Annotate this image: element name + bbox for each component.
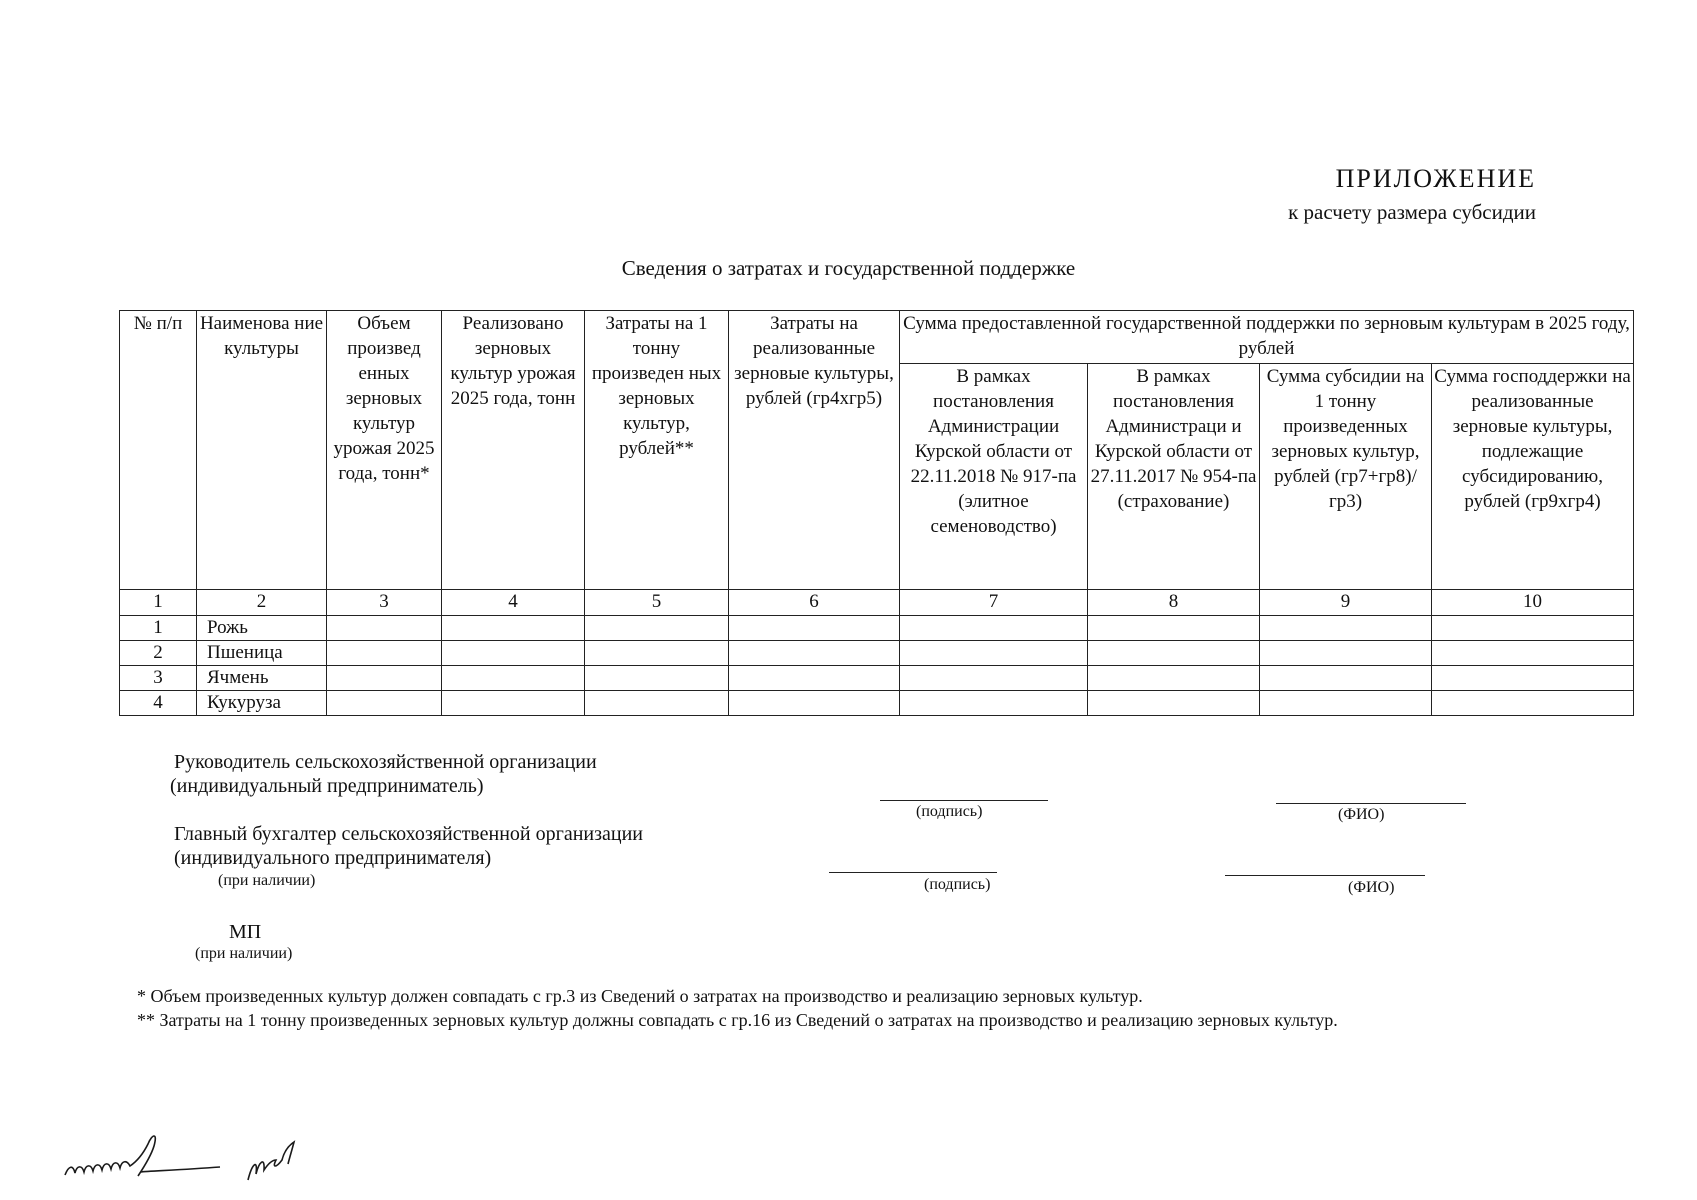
col-header-8: В рамках постановления Администраци и Курской области от 27.11.2017 № 954-па (страхование) xyxy=(1088,364,1260,590)
table-cell[interactable] xyxy=(442,616,585,641)
col-header-7: В рамках постановления Администрации Курской области от 22.11.2018 № 917-па (элитное семеноводство) xyxy=(900,364,1088,590)
table-cell[interactable] xyxy=(1432,666,1634,691)
table-cell[interactable] xyxy=(585,641,729,666)
col-header-6: Затраты на реализованные зерновые культуры, рублей (гр4хгр5) xyxy=(729,311,900,590)
stamp-label: МП xyxy=(229,921,262,943)
accountant-fio-line[interactable] xyxy=(1225,875,1425,876)
row-number: 2 xyxy=(120,641,197,666)
table-cell[interactable] xyxy=(1260,616,1432,641)
table-cell[interactable] xyxy=(442,641,585,666)
document-title: Сведения о затратах и государственной поддержке xyxy=(621,256,1076,280)
table-cell[interactable] xyxy=(1432,641,1634,666)
table-cell[interactable] xyxy=(1260,641,1432,666)
table-cell[interactable] xyxy=(442,666,585,691)
table-row xyxy=(120,616,1634,641)
crop-name: Кукуруза xyxy=(197,691,327,716)
col-header-4: Реализовано зерновых культур урожая 2025 года, тонн xyxy=(442,311,585,590)
col-header-3: Объем произвед енных зерновых культур урожая 2025 года, тонн* xyxy=(327,311,442,590)
accountant-signature-line[interactable] xyxy=(829,872,997,873)
footnote-2: ** Затраты на 1 тонну произведенных зерновых культур должны совпадать с гр.16 из Сведений о затратах на производство и реализацию зерновых культур. xyxy=(137,1010,1338,1030)
row-number: 1 xyxy=(120,616,197,641)
table-cell[interactable] xyxy=(1260,666,1432,691)
table-cell[interactable] xyxy=(729,666,900,691)
table-cell[interactable] xyxy=(327,616,442,641)
crop-name: Рожь xyxy=(197,616,327,641)
table-cell[interactable] xyxy=(327,641,442,666)
accountant-title: Главный бухгалтер сельскохозяйственной организации xyxy=(174,823,643,845)
head-subtitle: (индивидуальный предприниматель) xyxy=(170,775,484,797)
table-cell[interactable] xyxy=(900,616,1088,641)
table-row xyxy=(120,691,1634,716)
table-cell[interactable] xyxy=(585,666,729,691)
table-cell[interactable] xyxy=(1088,691,1260,716)
header-row-1 xyxy=(120,311,1634,364)
table-cell[interactable] xyxy=(327,666,442,691)
stamp-note: (при наличии) xyxy=(195,945,293,962)
table-cell[interactable] xyxy=(900,691,1088,716)
head-title: Руководитель сельскохозяйственной организации xyxy=(174,751,597,773)
column-number: 6 xyxy=(729,590,900,616)
accountant-fio-label: (ФИО) xyxy=(1348,879,1395,896)
head-signature-line[interactable] xyxy=(880,800,1048,801)
group-header: Сумма предоставленной государственной поддержки по зерновым культурам в 2025 году, рублей xyxy=(900,311,1634,364)
table-cell[interactable] xyxy=(729,616,900,641)
table-cell[interactable] xyxy=(585,691,729,716)
column-number: 4 xyxy=(442,590,585,616)
column-number: 3 xyxy=(327,590,442,616)
table-cell[interactable] xyxy=(1088,616,1260,641)
accountant-note: (при наличии) xyxy=(218,872,316,889)
row-number: 3 xyxy=(120,666,197,691)
table-cell[interactable] xyxy=(900,666,1088,691)
head-signature-label: (подпись) xyxy=(916,803,983,820)
column-number: 10 xyxy=(1432,590,1634,616)
table-cell[interactable] xyxy=(585,616,729,641)
accountant-subtitle: (индивидуального предпринимателя) xyxy=(174,847,492,869)
column-number: 1 xyxy=(120,590,197,616)
table-cell[interactable] xyxy=(1088,666,1260,691)
table-cell[interactable] xyxy=(1088,641,1260,666)
col-header-2: Наименова ние культуры xyxy=(197,311,327,590)
col-header-5: Затраты на 1 тонну произведен ных зерновых культур, рублей** xyxy=(585,311,729,590)
table-cell[interactable] xyxy=(327,691,442,716)
column-number: 7 xyxy=(900,590,1088,616)
crop-name: Ячмень xyxy=(197,666,327,691)
table-cell[interactable] xyxy=(729,641,900,666)
head-fio-label: (ФИО) xyxy=(1338,806,1385,823)
column-number: 5 xyxy=(585,590,729,616)
appendix-subtitle: к расчету размера субсидии xyxy=(1288,200,1536,224)
appendix-title: ПРИЛОЖЕНИЕ xyxy=(1335,164,1536,193)
col-header-9: Сумма субсидии на 1 тонну произведенных зерновых культур, рублей (гр7+гр8)/гр3) xyxy=(1260,364,1432,590)
table-cell[interactable] xyxy=(1432,691,1634,716)
table-cell[interactable] xyxy=(1260,691,1432,716)
row-number: 4 xyxy=(120,691,197,716)
accountant-signature-label: (подпись) xyxy=(924,876,991,893)
table-cell[interactable] xyxy=(900,641,1088,666)
handwritten-signature xyxy=(60,1120,360,1190)
col-header-10: Сумма господдержки на реализованные зерновые культуры, подлежащие субсидированию, рублей (гр9хгр4) xyxy=(1432,364,1634,590)
column-number: 9 xyxy=(1260,590,1432,616)
table-cell[interactable] xyxy=(729,691,900,716)
head-fio-line[interactable] xyxy=(1276,803,1466,804)
data-table xyxy=(119,310,1634,716)
table-cell[interactable] xyxy=(1432,616,1634,641)
column-number: 8 xyxy=(1088,590,1260,616)
crop-name: Пшеница xyxy=(197,641,327,666)
column-number: 2 xyxy=(197,590,327,616)
footnote-1: * Объем произведенных культур должен совпадать с гр.3 из Сведений о затратах на производство и реализацию зерновых культур. xyxy=(137,986,1143,1006)
table-cell[interactable] xyxy=(442,691,585,716)
column-number-row xyxy=(120,590,1634,616)
col-header-1: № п/п xyxy=(120,311,197,590)
table-row xyxy=(120,641,1634,666)
table-row xyxy=(120,666,1634,691)
